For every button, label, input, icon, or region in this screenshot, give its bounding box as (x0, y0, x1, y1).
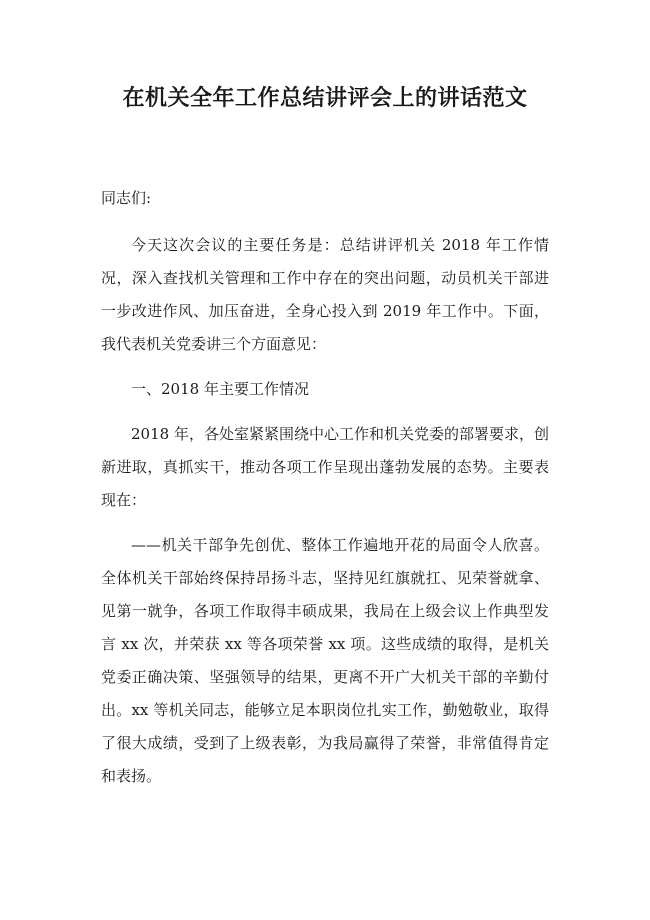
paragraph-achievements: ——机关干部争先创优、整体工作遍地开花的局面令人欣喜。全体机关干部始终保持昂扬斗志，坚持见红旗就扛、见荣誉就拿、见第一就争，各项工作取得丰硕成果，我局在上级会议上作典型发言 xx 次，并荣获 xx 等各项荣誉 xx 项。这些成绩的取得，是机关党委正确决策、坚强领导的结果，更离不开广大机关干部的辛勤付出。xx 等机关同志，能够立足本职岗位扎实工作，勤勉敬业，取得了很大成绩，受到了上级表彰，为我局赢得了荣誉，非常值得肯定和表扬。 (101, 536, 549, 785)
salutation: 同志们: (101, 189, 152, 207)
paragraph-summary: 2018 年，各处室紧紧围绕中心工作和机关党委的部署要求，创新进取，真抓实干，推动各项工作呈现出蓬勃发展的态势。主要表现在： (101, 425, 549, 509)
section-heading-1: 一、2018 年主要工作情况 (131, 380, 309, 398)
document-title: 在机关全年工作总结讲评会上的讲话范文 (122, 86, 528, 111)
document-body (101, 182, 549, 793)
paragraph-intro: 今天这次会议的主要任务是：总结讲评机关 2018 年工作情况，深入查找机关管理和工作中存在的突出问题，动员机关干部进一步改进作风、加压奋进，全身心投入到 2019 年工作中。下面，我代表机关党委讲三个方面意见： (101, 236, 549, 353)
